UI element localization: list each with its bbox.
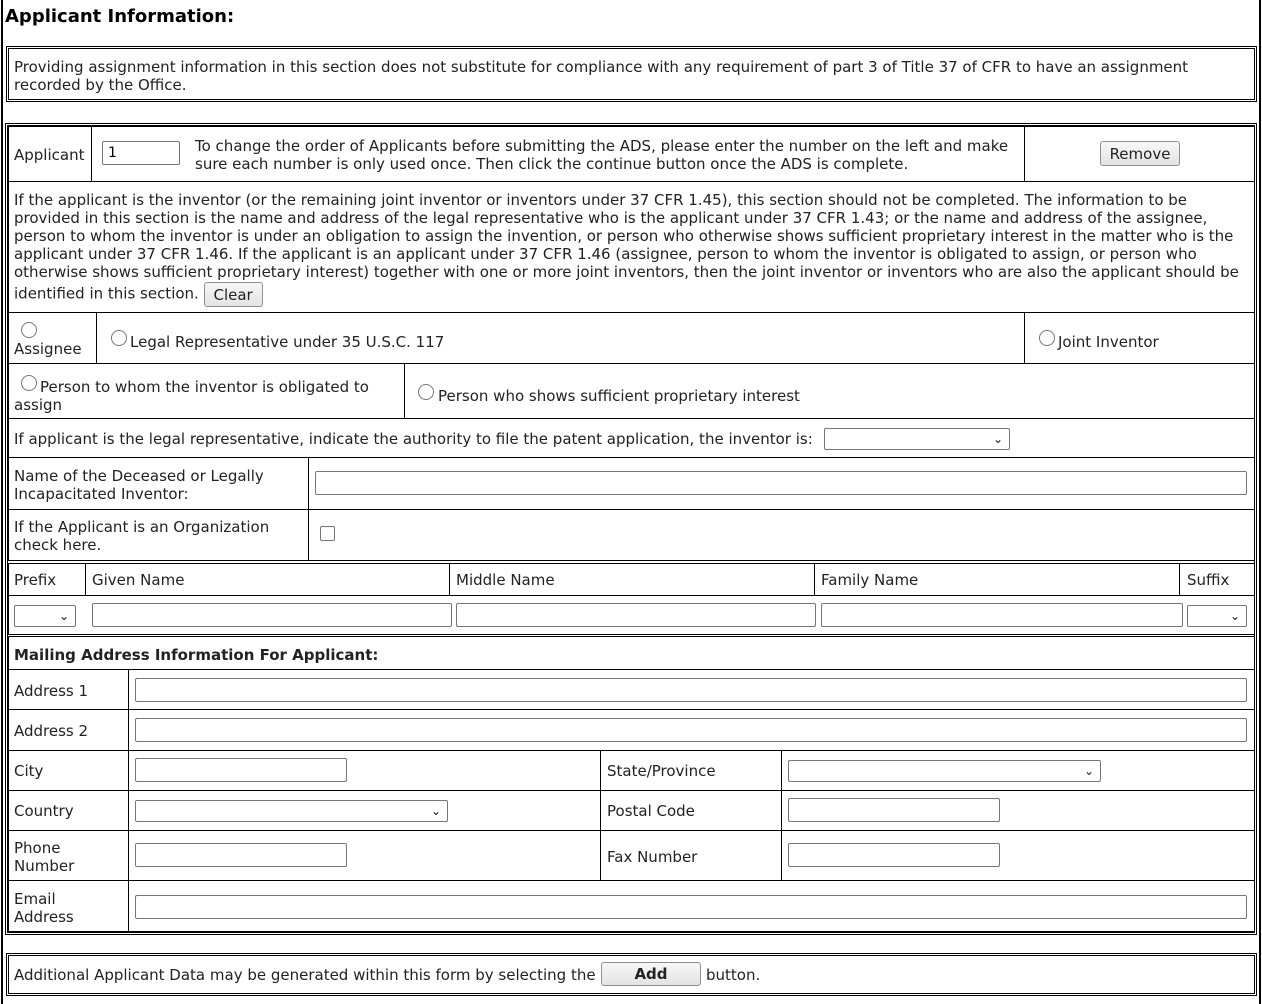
footer-text-before: Additional Applicant Data may be generated within this form by selecting the xyxy=(14,966,596,984)
state-label: State/Province xyxy=(607,762,716,780)
authority-label: If applicant is the legal representative, indicate the authority to file the patent application, the inventor is: xyxy=(14,430,813,448)
postal-label: Postal Code xyxy=(607,802,695,820)
phone-label: Phone Number xyxy=(14,839,75,875)
order-instructions: To change the order of Applicants before submitting the ADS, please enter the number on the left and make sure each number is only used once. Then click the continue button once the ADS is complete. xyxy=(195,137,1009,173)
footer-text-after: button. xyxy=(706,966,761,984)
chevron-down-icon: ⌄ xyxy=(1083,764,1094,778)
applicant-order-input[interactable] xyxy=(102,141,180,165)
deceased-input[interactable] xyxy=(315,471,1247,495)
proprietary-label: Person who shows sufficient proprietary interest xyxy=(438,387,800,405)
middle-header: Middle Name xyxy=(456,571,555,589)
chevron-down-icon: ⌄ xyxy=(58,609,69,623)
country-label: Country xyxy=(14,802,74,820)
organization-check-cell xyxy=(308,509,1255,561)
given-name-input[interactable] xyxy=(92,603,452,627)
suffix-header: Suffix xyxy=(1187,571,1230,589)
legal-rep-radio[interactable] xyxy=(111,330,127,346)
prefix-select[interactable] xyxy=(14,605,76,627)
legal-rep-label: Legal Representative under 35 U.S.C. 117 xyxy=(130,333,445,351)
authority-select[interactable] xyxy=(824,428,1010,450)
address2-input[interactable] xyxy=(135,718,1247,742)
organization-checkbox[interactable] xyxy=(320,526,335,541)
section-title: Applicant Information: xyxy=(5,6,235,27)
assignee-radio[interactable] xyxy=(21,322,37,338)
fax-label: Fax Number xyxy=(607,848,698,866)
phone-input[interactable] xyxy=(135,843,347,867)
description-text: If the applicant is the inventor (or the remaining joint inventor or inventors under 37 CFR 1.45), this section should not be completed. The information to be provided in this section is the name and address of the legal representative who is the applicant under 37 CFR 1.43; or the name and address of the assignee, person to whom the inventor is under an obligation to assign the invention, or person who otherwise shows sufficient proprietary interest in the matter who is the applicant under 37 CFR 1.46. If the applicant is an applicant under 37 CFR 1.46 (assignee, person to whom the inventor is obligated to assign, or person who otherwise shows sufficient proprietary interest) together with one or more joint inventors, then the joint inventor or inventors who are also the applicant should be identified in this section. Clear xyxy=(14,191,1249,306)
email-label: Email Address xyxy=(14,890,74,926)
deceased-label: Name of the Deceased or Legally Incapacitated Inventor: xyxy=(14,467,264,503)
postal-input[interactable] xyxy=(788,798,1000,822)
prefix-header: Prefix xyxy=(14,571,57,589)
remove-button[interactable]: Remove xyxy=(1100,141,1180,166)
email-input[interactable] xyxy=(135,895,1247,919)
chevron-down-icon: ⌄ xyxy=(1229,609,1240,623)
clear-button[interactable]: Clear xyxy=(204,282,263,307)
address1-input[interactable] xyxy=(135,678,1247,702)
joint-inventor-label: Joint Inventor xyxy=(1058,333,1159,351)
assignee-label: Assignee xyxy=(14,340,82,358)
joint-inventor-radio[interactable] xyxy=(1039,330,1055,346)
organization-label: If the Applicant is an Organization check here. xyxy=(14,518,270,554)
given-header: Given Name xyxy=(92,571,185,589)
city-input[interactable] xyxy=(135,758,347,782)
family-header: Family Name xyxy=(821,571,919,589)
middle-name-input[interactable] xyxy=(456,603,816,627)
fax-input[interactable] xyxy=(788,843,1000,867)
add-button[interactable]: Add xyxy=(601,962,701,986)
address1-label: Address 1 xyxy=(14,682,89,700)
notice-text: Providing assignment information in this section does not substitute for compliance with any requirement of part 3 of Title 37 of CFR to have an assignment recorded by the Office. xyxy=(14,58,1189,94)
address2-label: Address 2 xyxy=(14,722,89,740)
country-select[interactable] xyxy=(135,800,448,822)
chevron-down-icon: ⌄ xyxy=(992,432,1003,446)
state-select[interactable] xyxy=(788,760,1101,782)
obligated-label: Person to whom the inventor is obligated to assign xyxy=(14,378,369,414)
chevron-down-icon: ⌄ xyxy=(430,804,441,818)
applicant-label: Applicant xyxy=(14,146,85,164)
city-label: City xyxy=(14,762,44,780)
mailing-title: Mailing Address Information For Applicant: xyxy=(14,646,379,664)
suffix-select[interactable] xyxy=(1187,605,1247,627)
family-name-input[interactable] xyxy=(821,603,1183,627)
proprietary-radio[interactable] xyxy=(418,384,434,400)
